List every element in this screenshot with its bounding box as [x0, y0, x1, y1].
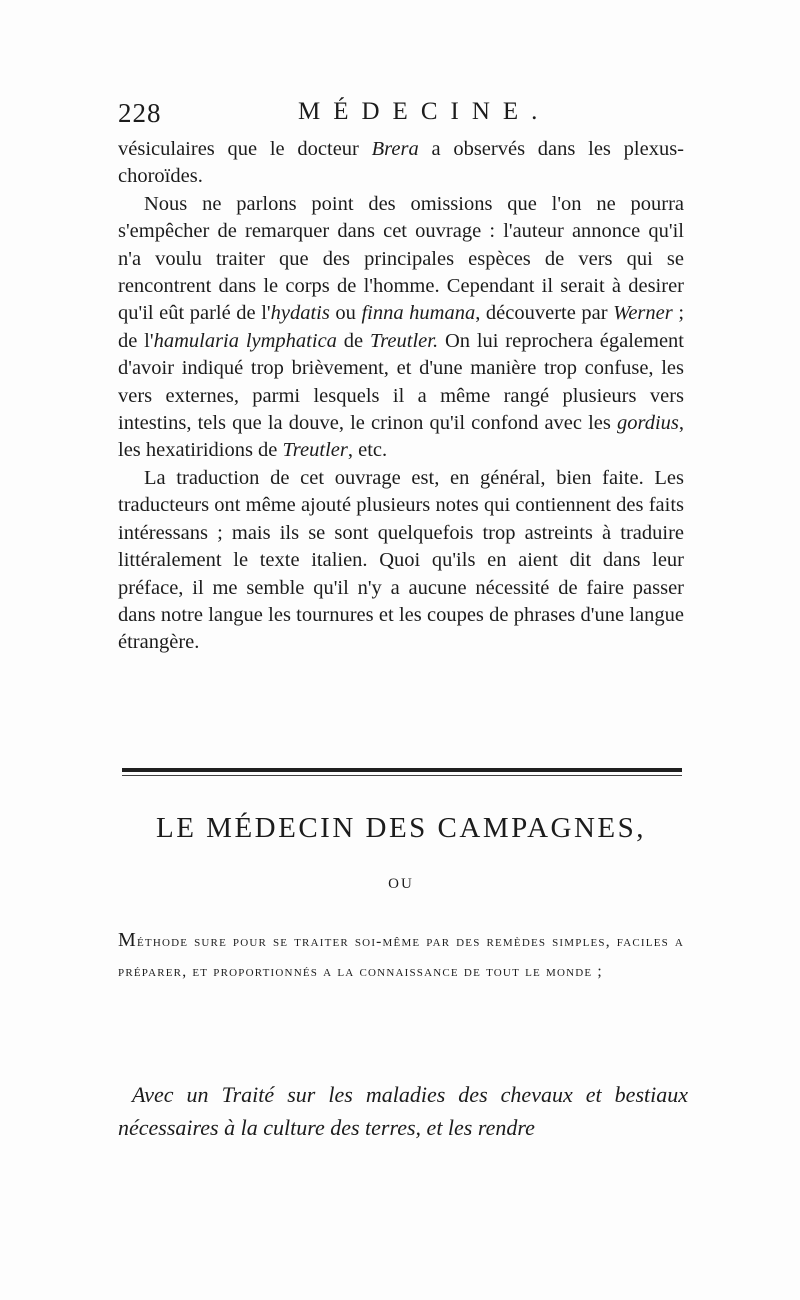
announcement-title: LE MÉDECIN DES CAMPAGNES,: [155, 812, 647, 844]
divider-thick-line: [122, 768, 682, 772]
paragraph-1: vésiculaires que le docteur Brera a observés dans les plexus-choroïdes.: [118, 138, 684, 188]
subtitle-line-2: remèdes simples, faciles a préparer, et proportionnés a la connaissance de tout le monde ;: [118, 933, 684, 980]
announcement-ou: OU: [388, 876, 414, 892]
body-text: [118, 136, 684, 657]
section-divider: [122, 768, 682, 778]
paragraph-3: La traduction de cet ouvrage est, en général, bien faite. Les traducteurs ont même ajouté plusieurs notes qui contiennent des faits intéressans ; mais ils se sont quelquefois trop astreints à traduire littéralement le texte italien. Quoi qu'ils en aient dit dans leur préface, il me semble qu'il n'y a aucune nécessité de faire passer dans notre langue les tournures et les coupes de phrases d'une langue étrangère.: [118, 466, 684, 654]
subtitle-lead-letter: M: [118, 929, 137, 951]
page-number: 228: [118, 98, 162, 128]
announcement-subtitle: [118, 925, 684, 987]
page-header: [118, 98, 698, 138]
subtitle-line-1: éthode sure pour se traiter soi-même par des: [136, 933, 481, 950]
divider-thin-line: [122, 775, 682, 776]
running-title: MÉDECINE.: [298, 98, 551, 125]
announcement-continuation: Avec un Traité sur les maladies des chevaux et bestiaux nécessaires à la culture des terres, et les rendre: [118, 1082, 688, 1140]
paragraph-2: Nous ne parlons point des omissions que l'on ne pourra s'empêcher de remarquer dans cet ouvrage : l'auteur annonce qu'il n'a voulu traiter que des principales espèces de vers qui se rencontrent dans le corps de l'homme. Cependant il serait à desirer qu'il eût parlé de l'hydatis ou finna humana, découverte par Werner ; de l'hamularia lymphatica de Treutler. On lui reprochera également d'avoir indiqué trop brièvement, et d'une manière trop confuse, les vers externes, parmi lesquels il a même rangé plusieurs vers intestins, tels que la douve, le crinon qu'il confond avec les gordius, les hexatiridions de Treutler, etc.: [118, 192, 685, 462]
